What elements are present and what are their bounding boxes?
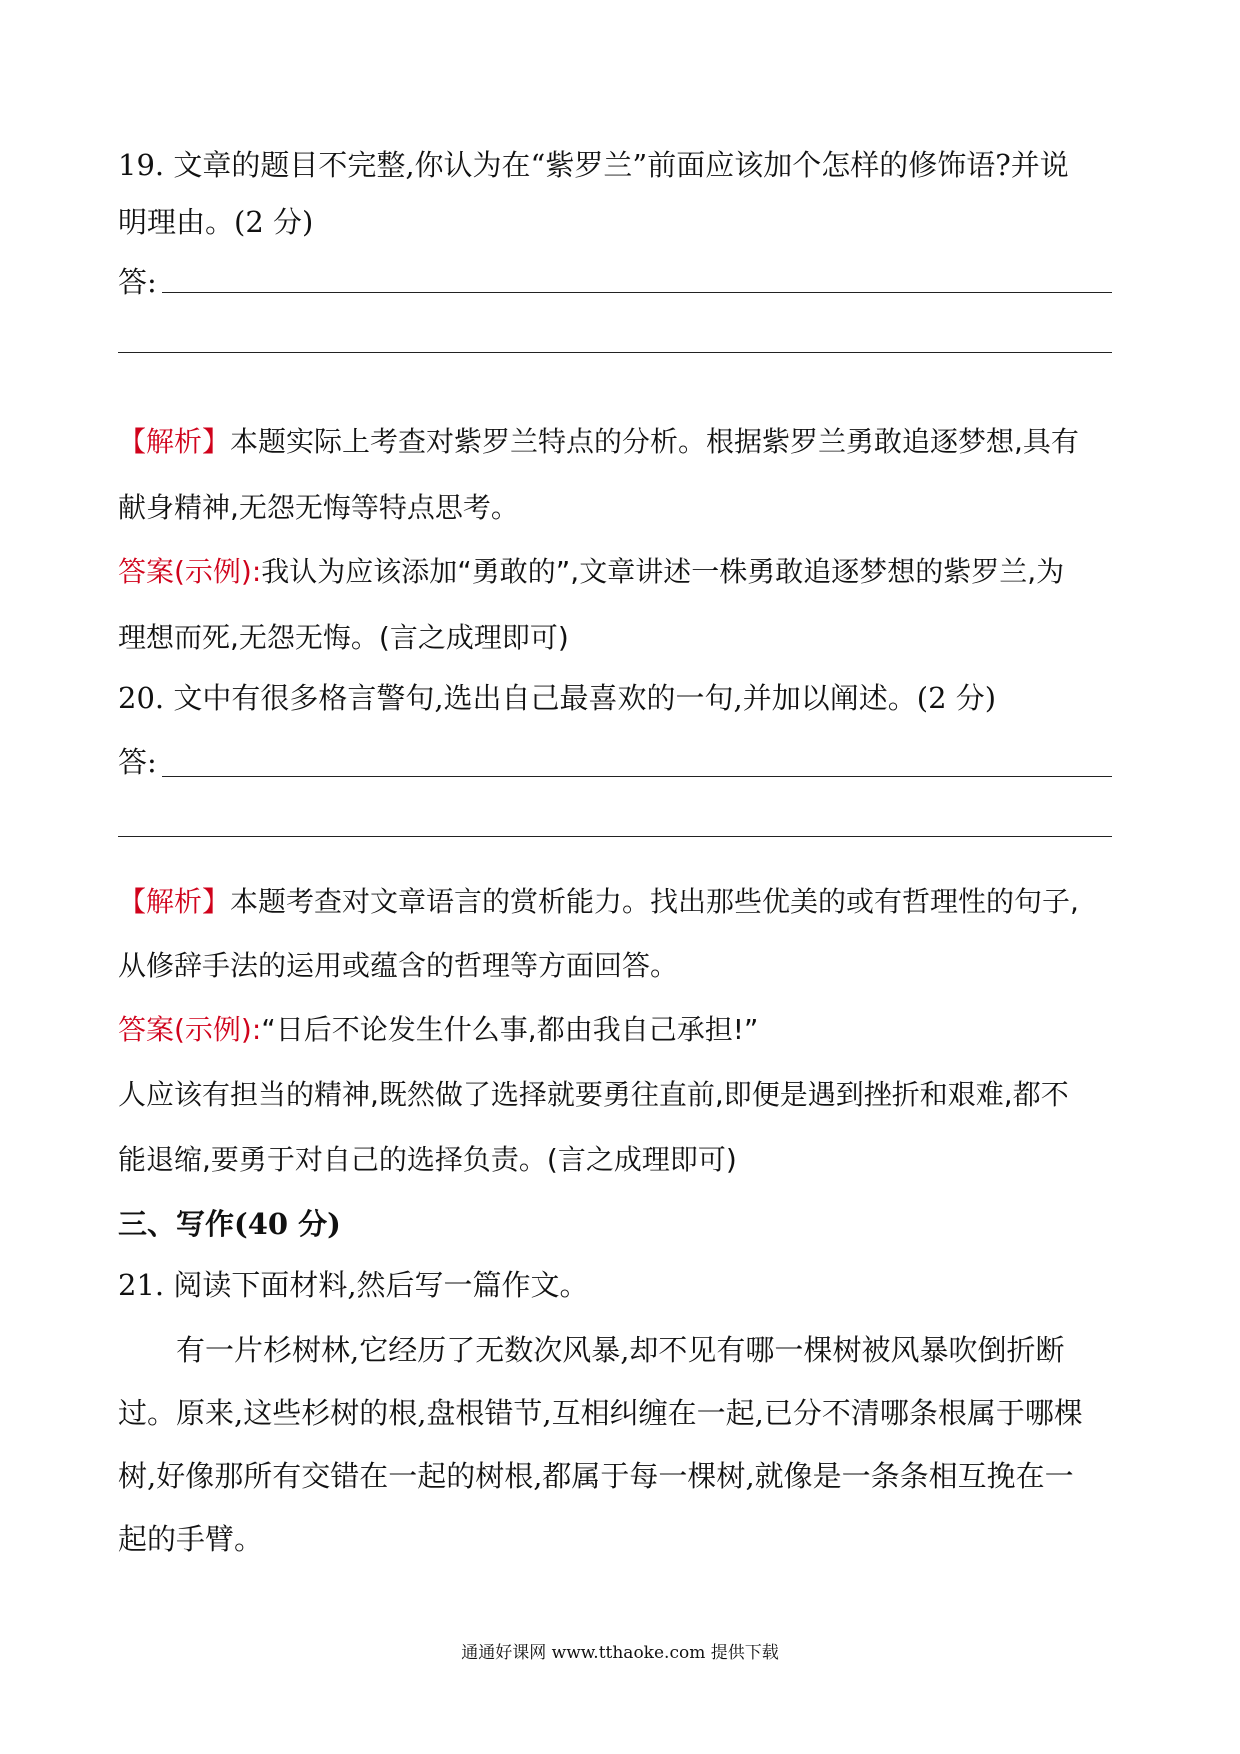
analysis-tag: 【解析】 [118, 885, 231, 918]
analysis-text: 本题考查对文章语言的赏析能力。找出那些优美的或有哲理性的句子, [230, 885, 1079, 918]
question-21-paragraph-line-4: 起的手臂。 [118, 1522, 264, 1556]
answer-tag: 答案(示例): [118, 555, 262, 588]
question-20-answer-line-1 [118, 1010, 1128, 1050]
answer-blank-line[interactable] [118, 836, 1112, 837]
question-21-paragraph-line-1: 有一片杉树林,它经历了无数次风暴,却不见有哪一棵树被风暴吹倒折断 [176, 1333, 1065, 1367]
answer-blank-line[interactable] [118, 352, 1112, 353]
page-footer: 通通好课网 www.tthaoke.com 提供下载 [461, 1643, 779, 1663]
section-heading: 三、写作(40 分) [118, 1207, 341, 1241]
answer-tag: 答案(示例): [118, 1013, 262, 1046]
question-19-answer-row [118, 262, 1128, 302]
question-21-paragraph-line-3: 树,好像那所有交错在一起的树根,都属于每一棵树,就像是一条条相互挽在一 [118, 1459, 1074, 1493]
question-19-answer-line-1 [118, 552, 1128, 592]
question-20-analysis-line-2: 从修辞手法的运用或蕴含的哲理等方面回答。 [118, 949, 679, 982]
question-20-answer-line-3: 能退缩,要勇于对自己的选择负责。(言之成理即可) [118, 1143, 737, 1176]
question-20-analysis-line-1 [118, 882, 1128, 922]
question-19-analysis-line-2: 献身精神,无怨无悔等特点思考。 [118, 491, 519, 524]
question-19-answer-line-2: 理想而死,无怨无悔。(言之成理即可) [118, 621, 569, 654]
answer-text: “日后不论发生什么事,都由我自己承担!” [261, 1013, 759, 1046]
question-21-paragraph-line-2: 过。原来,这些杉树的根,盘根错节,互相纠缠在一起,已分不清哪条根属于哪棵 [118, 1396, 1083, 1430]
answer-label: 答: [118, 265, 157, 299]
answer-label: 答: [118, 745, 157, 779]
question-20-line-1: 20. 文中有很多格言警句,选出自己最喜欢的一句,并加以阐述。(2 分) [118, 681, 997, 715]
analysis-text: 本题实际上考查对紫罗兰特点的分析。根据紫罗兰勇敢追逐梦想,具有 [230, 425, 1079, 458]
answer-blank-line[interactable] [162, 776, 1112, 777]
question-19-analysis-line-1 [118, 422, 1128, 462]
analysis-tag: 【解析】 [118, 425, 231, 458]
question-19-line-1: 19. 文章的题目不完整,你认为在“紫罗兰”前面应该加个怎样的修饰语?并说 [118, 148, 1069, 182]
question-20-answer-line-2: 人应该有担当的精神,既然做了选择就要勇往直前,即便是遇到挫折和艰难,都不 [118, 1078, 1069, 1111]
answer-blank-line[interactable] [162, 292, 1112, 293]
question-19-line-2: 明理由。(2 分) [118, 205, 314, 239]
answer-text: 我认为应该添加“勇敢的”,文章讲述一株勇敢追逐梦想的紫罗兰,为 [261, 555, 1065, 588]
question-21-line-1: 21. 阅读下面材料,然后写一篇作文。 [118, 1268, 589, 1302]
